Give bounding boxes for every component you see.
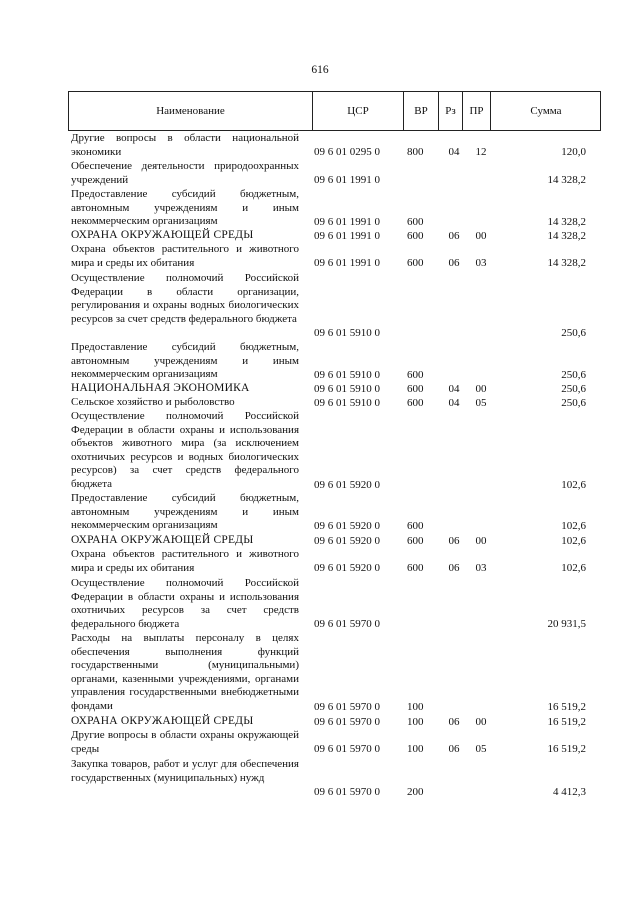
- table-row: [0, 577, 640, 631]
- row-name: Охрана объектов растительного и животного мира и среды их обитания: [71, 243, 299, 269]
- row-pr: 00: [475, 715, 487, 728]
- row-vr: 100: [407, 715, 424, 728]
- row-rz: 04: [448, 146, 460, 159]
- row-csr: 09 6 01 5970 0: [314, 743, 380, 756]
- row-csr: 09 6 01 5920 0: [314, 519, 380, 532]
- table-row: [0, 548, 640, 575]
- row-vr: 100: [407, 700, 424, 713]
- table-row: [0, 188, 640, 229]
- row-sum: 16 519,2: [547, 743, 586, 756]
- row-name: Предоставление субсидий бюджетным, автономным учреждениям и иным некоммерческим организациям: [71, 341, 299, 381]
- row-name: Расходы на выплаты персоналу в целях обеспечения выполнения функций государственными (муниципальными) органами, казенными учреждениями, органами управления государственными внебюджетными фондами: [71, 632, 299, 712]
- row-vr: 800: [407, 146, 424, 159]
- row-rz: 06: [448, 743, 460, 756]
- table-row: [0, 160, 640, 187]
- table-row: [0, 715, 640, 729]
- row-csr: 09 6 01 5910 0: [314, 396, 380, 409]
- row-pr: 12: [475, 146, 487, 159]
- table-row: [0, 492, 640, 533]
- row-pr: 05: [475, 743, 487, 756]
- table-row: [0, 534, 640, 548]
- row-sum: 16 519,2: [547, 715, 586, 728]
- table-row: [0, 243, 640, 270]
- row-csr: 09 6 01 5910 0: [314, 382, 380, 395]
- table-row: [0, 132, 640, 159]
- row-csr: 09 6 01 5920 0: [314, 562, 380, 575]
- table-row: [0, 632, 640, 714]
- row-pr: 03: [475, 562, 487, 575]
- row-csr: 09 6 01 5970 0: [314, 618, 380, 631]
- row-vr: 600: [407, 396, 424, 409]
- row-name: ОХРАНА ОКРУЖАЮЩЕЙ СРЕДЫ: [71, 534, 254, 546]
- row-pr: 00: [475, 382, 487, 395]
- row-sum: 120,0: [561, 146, 586, 159]
- row-name: Осуществление полномочий Российской Федерации в области охраны и использования объектов животного мира (за исключением охотничьих ресурсов и водных биологических ресурсов) за счет средств федерального бюджета: [71, 410, 299, 490]
- row-sum: 16 519,2: [547, 700, 586, 713]
- row-csr: 09 6 01 0295 0: [314, 146, 380, 159]
- row-csr: 09 6 01 5970 0: [314, 700, 380, 713]
- row-name: Предоставление субсидий бюджетным, автономным учреждениям и иным некоммерческим организациям: [71, 492, 299, 532]
- row-vr: 200: [407, 785, 424, 798]
- row-vr: 600: [407, 562, 424, 575]
- row-vr: 600: [407, 519, 424, 532]
- row-csr: 09 6 01 1991 0: [314, 174, 380, 187]
- row-vr: 600: [407, 382, 424, 395]
- row-sum: 250,6: [561, 382, 586, 395]
- row-sum: 102,6: [561, 562, 586, 575]
- row-sum: 102,6: [561, 478, 586, 491]
- row-vr: 600: [407, 368, 424, 381]
- row-sum: 250,6: [561, 327, 586, 339]
- header-sum: Сумма: [530, 105, 562, 117]
- row-rz: 06: [448, 229, 460, 242]
- row-name: Осуществление полномочий Российской Федерации в области охраны и использования охотничьих ресурсов за счет средств федерального бюджета: [71, 577, 299, 630]
- row-sum: 250,6: [561, 396, 586, 409]
- header-pr: ПР: [463, 92, 491, 130]
- table-row: [0, 229, 640, 243]
- row-name: ОХРАНА ОКРУЖАЮЩЕЙ СРЕДЫ: [71, 715, 254, 727]
- row-pr: 05: [475, 396, 487, 409]
- row-name: Предоставление субсидий бюджетным, автономным учреждениям и иным некоммерческим организациям: [71, 188, 299, 228]
- row-name: Осуществление полномочий Российской Федерации в области организации, регулирования и охраны водных биологических ресурсов за счет средств федерального бюджета: [71, 272, 299, 325]
- row-sum: 102,6: [561, 519, 586, 532]
- row-pr: 03: [475, 257, 487, 270]
- header-name: Наименование: [69, 92, 313, 130]
- row-name: Сельское хозяйство и рыболовство: [71, 396, 235, 408]
- row-sum: 102,6: [561, 534, 586, 547]
- row-csr: 09 6 01 1991 0: [314, 229, 380, 242]
- row-pr: 00: [475, 229, 487, 242]
- row-name: Охрана объектов растительного и животного мира и среды их обитания: [71, 548, 299, 574]
- table-row: [0, 396, 640, 410]
- row-vr: 600: [407, 534, 424, 547]
- row-csr: 09 6 01 5920 0: [314, 478, 380, 491]
- row-name: Другие вопросы в области охраны окружающей среды: [71, 729, 299, 755]
- row-sum: 14 328,2: [547, 257, 586, 270]
- row-rz: 06: [448, 257, 460, 270]
- page-number: 616: [311, 64, 329, 76]
- table-row: [0, 272, 640, 340]
- row-rz: 06: [448, 715, 460, 728]
- row-rz: 06: [448, 562, 460, 575]
- table-row: [0, 758, 640, 799]
- row-sum: 14 328,2: [547, 174, 586, 187]
- table-row: [0, 410, 640, 492]
- row-rz: 04: [448, 382, 460, 395]
- row-name: НАЦИОНАЛЬНАЯ ЭКОНОМИКА: [71, 382, 250, 394]
- row-csr: 09 6 01 5970 0: [314, 715, 380, 728]
- header-rz: Рз: [439, 92, 463, 130]
- row-rz: 04: [448, 396, 460, 409]
- row-vr: 600: [407, 257, 424, 270]
- row-name: Обеспечение деятельности природоохранных учреждений: [71, 160, 299, 186]
- row-vr: 600: [407, 215, 424, 228]
- row-sum: 14 328,2: [547, 229, 586, 242]
- row-csr: 09 6 01 5910 0: [314, 327, 380, 339]
- row-name: ОХРАНА ОКРУЖАЮЩЕЙ СРЕДЫ: [71, 229, 254, 241]
- row-sum: 4 412,3: [553, 785, 586, 798]
- row-vr: 100: [407, 743, 424, 756]
- row-csr: 09 6 01 5910 0: [314, 368, 380, 381]
- row-csr: 09 6 01 1991 0: [314, 257, 380, 270]
- header-vr: ВР: [404, 92, 439, 130]
- row-csr: 09 6 01 1991 0: [314, 215, 380, 228]
- row-sum: 250,6: [561, 368, 586, 381]
- table-row: [0, 729, 640, 756]
- table-row: [0, 341, 640, 382]
- row-rz: 06: [448, 534, 460, 547]
- table-row: [0, 382, 640, 396]
- row-sum: 20 931,5: [547, 618, 586, 631]
- row-csr: 09 6 01 5970 0: [314, 785, 380, 798]
- row-sum: 14 328,2: [547, 215, 586, 228]
- row-vr: 600: [407, 229, 424, 242]
- row-name: Другие вопросы в области национальной экономики: [71, 132, 299, 158]
- header-csr: ЦСР: [313, 92, 404, 130]
- row-name: Закупка товаров, работ и услуг для обеспечения государственных (муниципальных) нужд: [71, 758, 299, 784]
- row-csr: 09 6 01 5920 0: [314, 534, 380, 547]
- row-pr: 00: [475, 534, 487, 547]
